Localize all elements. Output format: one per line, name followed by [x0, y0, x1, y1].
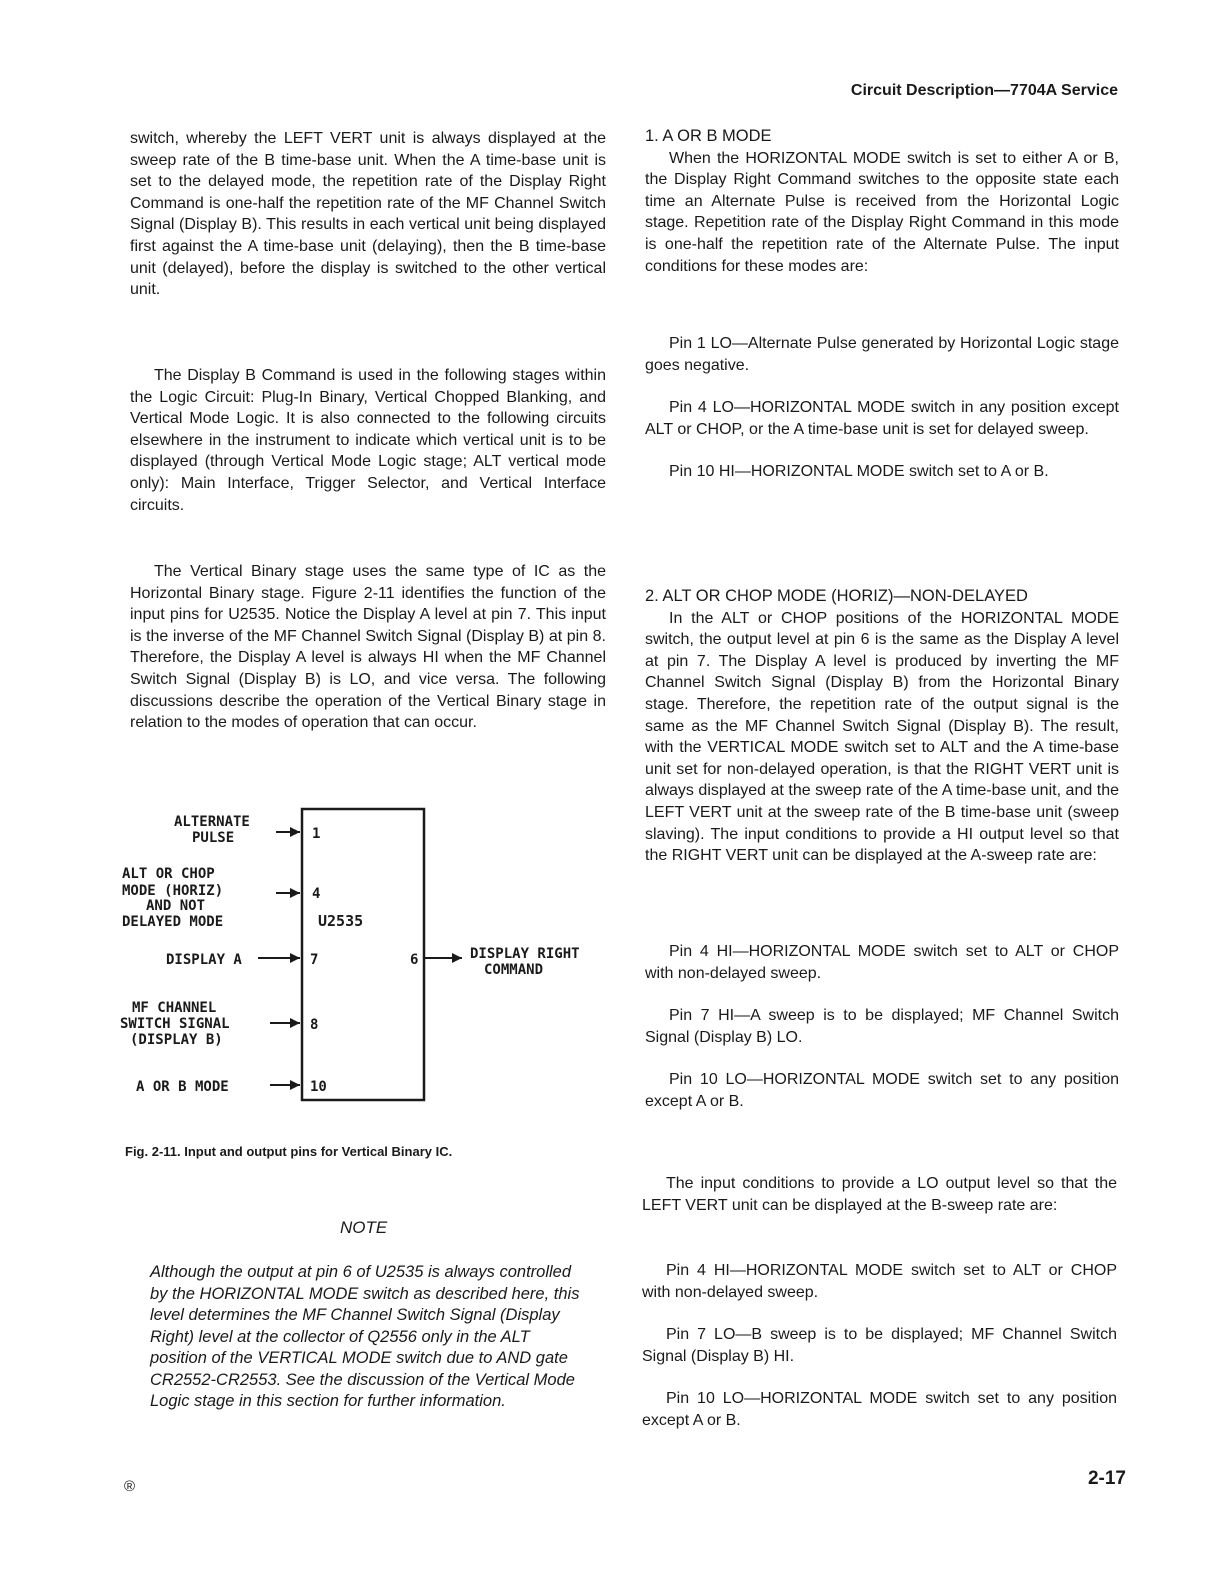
left-paragraph-3: The Vertical Binary stage uses the same type of IC as the Horizontal Binary stage. Figure 2-11 identifies the function of the input pins for U2535. Notice the Display A level at pin 7. This input is the inverse of the MF Channel Switch Signal (Display B) at pin 8. Therefore, the Display A level is always HI when the MF Channel Switch Signal (Display B) is LO, and vice versa. The following discussions describe the operation of the Vertical Binary stage in relation to the modes of operation that can occur.	[130, 563, 606, 732]
input-mf-label-3: (DISPLAY B)	[130, 1032, 223, 1048]
ic-box	[302, 809, 424, 1100]
right-paragraph-1: When the HORIZONTAL MODE switch is set to either A or B, the Display Right Command switches to the opposite state each time an Alternate Pulse is received from the Horizontal Logic stage. Repetition rate of the Display Right Command in this mode is one-half the repetition rate of the Alternate Pulse. The input conditions for these modes are:	[645, 149, 1119, 275]
right-paragraph-3: The input conditions to provide a LO output level so that the LEFT VERT unit can be displayed at the B-sweep rate are:	[642, 1175, 1117, 1214]
output-label-1: DISPLAY RIGHT	[470, 946, 580, 962]
left-column-2	[130, 365, 606, 516]
input-mode-label-4: DELAYED MODE	[122, 914, 224, 930]
condition-pin1-lo: Pin 1 LO—Alternate Pulse generated by Horizontal Logic stage goes negative.	[645, 335, 1119, 374]
input-mf-label-2: SWITCH SIGNAL	[120, 1016, 230, 1032]
left-column-3	[130, 561, 606, 734]
condition-pin10-lo-2: Pin 10 LO—HORIZONTAL MODE switch set to any position except A or B.	[642, 1390, 1117, 1429]
right-conditions-3	[642, 1260, 1117, 1432]
pin-7-label: 7	[310, 952, 319, 968]
right-column-2	[645, 586, 1119, 867]
left-paragraph-1: switch, whereby the LEFT VERT unit is always displayed at the sweep rate of the B time-base unit. When the A time-base unit is set to the delayed mode, the repetition rate of the Display Right Command is one-half the repetition rate of the MF Channel Switch Signal (Display B). This results in each vertical unit being displayed first against the A time-base unit (delaying), then the B time-base unit (delayed), before the display is switched to the other vertical unit.	[130, 130, 606, 299]
input-a-or-b-label: A OR B MODE	[136, 1079, 229, 1095]
input-mode-label-2: MODE (HORIZ)	[122, 883, 224, 899]
running-header: Circuit Description—7704A Service	[850, 82, 1118, 99]
right-conditions-1	[645, 333, 1119, 483]
figure-caption: Fig. 2-11. Input and output pins for Vertical Binary IC.	[125, 1144, 453, 1159]
right-conditions-2	[645, 941, 1119, 1113]
condition-pin4-hi-2: Pin 4 HI—HORIZONTAL MODE switch set to ALT or CHOP with non-delayed sweep.	[642, 1262, 1117, 1301]
pin-4-label: 4	[312, 886, 321, 902]
condition-pin7-hi: Pin 7 HI—A sweep is to be displayed; MF Channel Switch Signal (Display B) LO.	[645, 1007, 1119, 1046]
input-alternate-label-2: PULSE	[192, 830, 235, 846]
input-mode-label-3: AND NOT	[146, 898, 206, 914]
page-number: 2-17	[1087, 1468, 1126, 1489]
condition-pin10-lo: Pin 10 LO—HORIZONTAL MODE switch set to any position except A or B.	[645, 1071, 1119, 1110]
pin-6-label: 6	[410, 952, 419, 968]
figure-2-11-diagram	[0, 800, 620, 1120]
condition-pin4-hi: Pin 4 HI—HORIZONTAL MODE switch set to ALT or CHOP with non-delayed sweep.	[645, 943, 1119, 982]
right-column-3	[642, 1173, 1117, 1216]
output-label-2: COMMAND	[484, 962, 544, 978]
input-alternate-label-1: ALTERNATE	[174, 814, 250, 830]
input-mf-label-1: MF CHANNEL	[132, 1000, 217, 1016]
pin-1-label: 1	[312, 826, 321, 842]
input-mode-label-1: ALT OR CHOP	[122, 866, 215, 882]
note-body: Although the output at pin 6 of U2535 is always controlled by the HORIZONTAL MODE switch as described here, this level determines the MF Channel Switch Signal (Display Right) level at the collector of Q2556 only in the ALT position of the VERTICAL MODE switch due to AND gate CR2552-CR2553. See the discussion of the Vertical Mode Logic stage in this section for further information.	[150, 1263, 580, 1410]
condition-pin4-lo: Pin 4 LO—HORIZONTAL MODE switch in any position except ALT or CHOP, or the A time-base unit is set for delayed sweep.	[645, 399, 1119, 438]
pin-10-label: 10	[310, 1079, 327, 1095]
right-column	[645, 126, 1119, 277]
condition-pin7-lo: Pin 7 LO—B sweep is to be displayed; MF Channel Switch Signal (Display B) HI.	[642, 1326, 1117, 1365]
condition-pin10-hi: Pin 10 HI—HORIZONTAL MODE switch set to A or B.	[669, 463, 1049, 481]
note-title: NOTE	[340, 1218, 388, 1237]
right-paragraph-2: In the ALT or CHOP positions of the HORIZONTAL MODE switch, the output level at pin 6 is the same as the Display A level at pin 7. The Display A level is produced by inverting the MF Channel Switch Signal (Display B) from the Horizontal Binary stage. Therefore, the repetition rate of the output signal is the same as the MF Channel Switch Signal (Display B). The result, with the VERTICAL MODE switch set to ALT and the A time-base unit set for non-delayed operation, is that the RIGHT VERT unit is always displayed at the sweep rate of the A time-base unit, and the LEFT VERT unit at the sweep rate of the B time-base unit (sweep slaving). The input conditions to provide a HI output level so that the RIGHT VERT unit can be displayed at the A-sweep rate are:	[645, 609, 1119, 865]
left-paragraph-2: The Display B Command is used in the following stages within the Logic Circuit: Plug-In Binary, Vertical Chopped Blanking, and Vertical Mode Logic. It is also connected to the following circuits elsewhere in the instrument to indicate which vertical unit is to be displayed (through Vertical Mode Logic stage; ALT vertical mode only): Main Interface, Trigger Selector, and Vertical Interface circuits.	[130, 367, 606, 514]
section-heading-2: 2. ALT OR CHOP MODE (HORIZ)—NON-DELAYED	[645, 587, 1028, 605]
section-heading-1: 1. A OR B MODE	[645, 127, 772, 145]
chip-label: U2535	[318, 912, 364, 930]
pin-8-label: 8	[310, 1017, 319, 1033]
left-column	[130, 128, 606, 301]
revision-mark: ®	[124, 1478, 136, 1495]
input-display-a-label: DISPLAY A	[166, 952, 242, 968]
